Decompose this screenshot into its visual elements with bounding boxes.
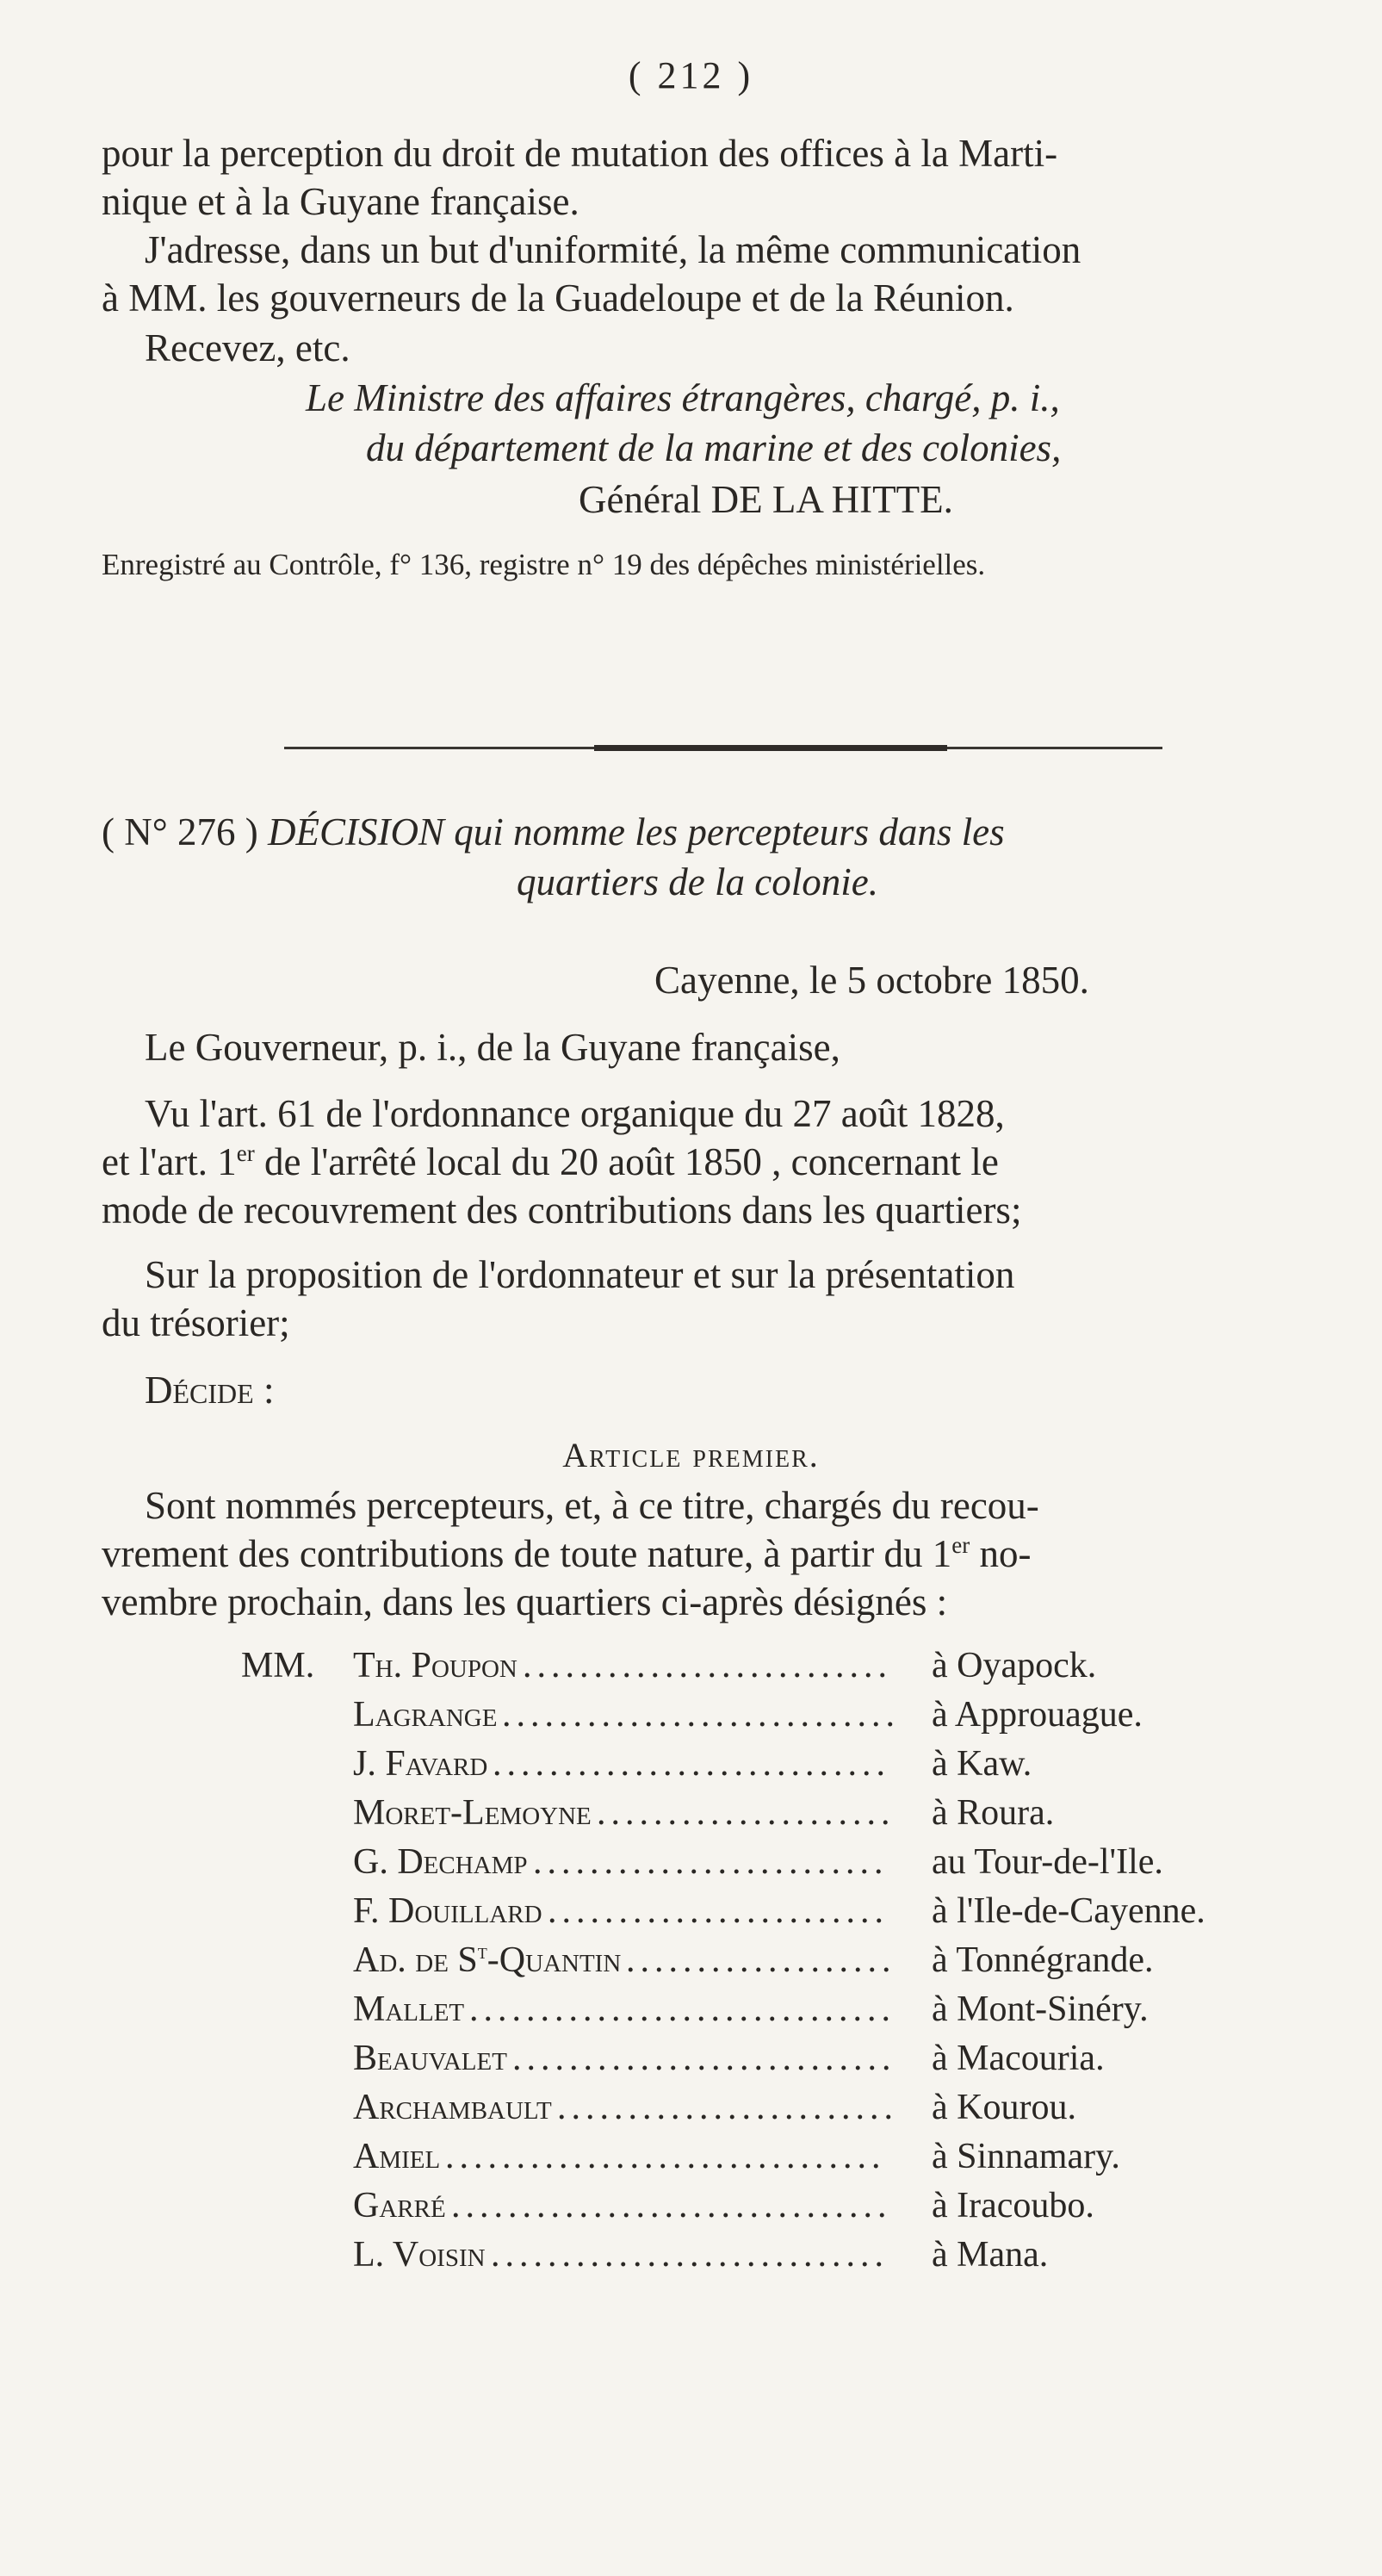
- sur-line-2: du trésorier;: [102, 1301, 290, 1344]
- appointment-place: à Macouria.: [932, 2039, 1105, 2078]
- list-item: [0, 2234, 1382, 2282]
- leader-dots: ........................: [557, 2088, 898, 2127]
- list-item: [0, 1940, 1382, 1988]
- appointee-name: Amiel: [353, 2137, 441, 2176]
- registration-note: Enregistré au Contrôle, f° 136, registre n° 19 des dépêches ministérielles.: [102, 548, 986, 581]
- intro-line-1: pour la perception du droit de mutation des offices à la Marti-: [102, 132, 1058, 175]
- article-line-3: vembre prochain, dans les quartiers ci-après désignés :: [102, 1580, 948, 1623]
- leader-dots: ...................: [626, 1940, 896, 1980]
- list-item: [0, 1743, 1382, 1791]
- decision-title: DÉCISION qui nomme les percepteurs dans les: [267, 810, 1005, 853]
- appointment-place: à Iracoubo.: [932, 2186, 1094, 2225]
- leader-dots: ...............................: [445, 2137, 886, 2176]
- list-item: [0, 2087, 1382, 2135]
- appointee-name: Archambault: [353, 2088, 552, 2127]
- decision-number: ( N° 276 ): [102, 810, 258, 853]
- list-item: [0, 1841, 1382, 1890]
- closing-formula: Recevez, etc.: [145, 326, 350, 369]
- appointment-place: à Kaw.: [932, 1744, 1032, 1784]
- list-item: [0, 2185, 1382, 2233]
- leader-dots: ...........................: [512, 2039, 896, 2078]
- appointment-place: à Sinnamary.: [932, 2137, 1120, 2176]
- paragraph-line-2: à MM. les gouverneurs de la Guadeloupe et de la Réunion.: [102, 276, 1014, 320]
- appointment-place: à l'Ile-de-Cayenne.: [932, 1891, 1205, 1931]
- list-item: [0, 1792, 1382, 1840]
- appointment-place: à Oyapock.: [932, 1646, 1097, 1685]
- mm-label: MM.: [241, 1646, 315, 1685]
- appointment-place: au Tour-de-l'Ile.: [932, 1842, 1163, 1882]
- appointee-name: Lagrange: [353, 1695, 498, 1735]
- appointee-name: Mallet: [353, 1989, 465, 2029]
- appointee-name: Garré: [353, 2186, 446, 2225]
- article-line-1: Sont nommés percepteurs, et, à ce titre, chargés du recou-: [145, 1484, 1039, 1527]
- leader-dots: ............................: [491, 2235, 889, 2275]
- leader-dots: .........................: [533, 1842, 889, 1882]
- signature-title-line-1: Le Ministre des affaires étrangères, chargé, p. i.,: [306, 376, 1060, 419]
- decision-date: Cayenne, le 5 octobre 1850.: [654, 959, 1089, 1002]
- appointment-place: à Approuague.: [932, 1695, 1143, 1735]
- governor-line: Le Gouverneur, p. i., de la Guyane française,: [145, 1026, 840, 1069]
- vu-line-3: mode de recouvrement des contributions dans les quartiers;: [102, 1189, 1022, 1232]
- list-item: [0, 1890, 1382, 1939]
- list-item: [0, 1645, 1382, 1693]
- appointee-name: Beauvalet: [353, 2039, 507, 2078]
- appointee-name: J. Favard: [353, 1744, 488, 1784]
- leader-dots: ..............................: [469, 1989, 896, 2029]
- vu-line-1: Vu l'art. 61 de l'ordonnance organique du 27 août 1828,: [145, 1092, 1005, 1135]
- appointment-place: à Kourou.: [932, 2088, 1076, 2127]
- appointment-place: à Mana.: [932, 2235, 1049, 2275]
- decide-label: Décide :: [145, 1369, 275, 1412]
- decision-title-line-2: quartiers de la colonie.: [517, 860, 878, 903]
- leader-dots: ........................: [548, 1891, 889, 1931]
- appointee-name: L. Voisin: [353, 2235, 486, 2275]
- list-item: [0, 1989, 1382, 2037]
- decision-title-line-1: [102, 808, 1005, 856]
- section-divider-ornament: [594, 745, 947, 751]
- leader-dots: ..........................: [523, 1646, 892, 1685]
- appointment-place: à Mont-Sinéry.: [932, 1989, 1149, 2029]
- appointee-name: Ad. de $S^t$-Quantin: [353, 1940, 622, 1980]
- appointee-name: Th. Poupon: [353, 1646, 517, 1685]
- list-item: [0, 2136, 1382, 2184]
- appointment-place: à Tonnégrande.: [932, 1940, 1154, 1980]
- appointee-name: Moret-Lemoyne: [353, 1793, 592, 1833]
- signature-name: Général DE LA HITTE.: [579, 478, 953, 521]
- appointee-name: G. Dechamp: [353, 1842, 528, 1882]
- leader-dots: .....................: [597, 1793, 896, 1833]
- article-line-2: vrement des contributions de toute nature, à partir du 1er no-: [102, 1532, 1032, 1575]
- appointment-place: à Roura.: [932, 1793, 1055, 1833]
- page-number: ( 212 ): [628, 54, 754, 96]
- leader-dots: ...............................: [451, 2186, 892, 2225]
- appointee-name: F. Douillard: [353, 1891, 542, 1931]
- list-item: [0, 2038, 1382, 2086]
- leader-dots: ............................: [502, 1695, 900, 1735]
- article-heading: Article premier.: [562, 1436, 820, 1474]
- vu-line-2: et l'art. 1er de l'arrêté local du 20 août 1850 , concernant le: [102, 1140, 999, 1183]
- leader-dots: ............................: [493, 1744, 890, 1784]
- paragraph-line-1: J'adresse, dans un but d'uniformité, la même communication: [145, 228, 1081, 271]
- list-item: [0, 1694, 1382, 1742]
- sur-line-1: Sur la proposition de l'ordonnateur et sur la présentation: [145, 1253, 1015, 1296]
- intro-line-2: nique et à la Guyane française.: [102, 180, 579, 223]
- signature-title-line-2: du département de la marine et des colonies,: [366, 426, 1062, 469]
